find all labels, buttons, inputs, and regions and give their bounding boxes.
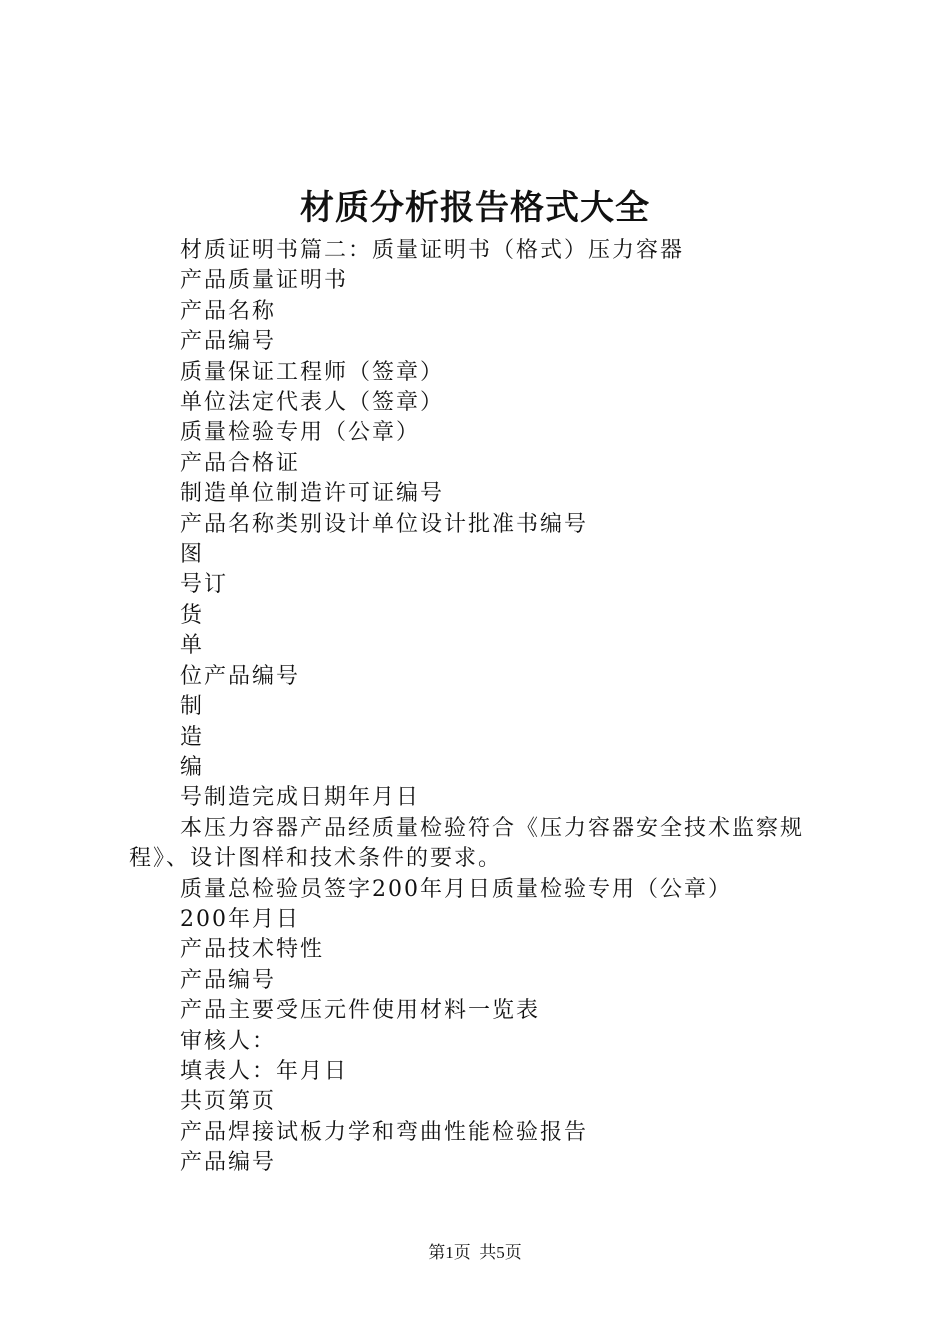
body-line: 填表人：年月日	[180, 1058, 349, 1084]
body-line: 图	[180, 542, 205, 568]
body-line: 产品技术特性	[180, 937, 325, 963]
page-footer	[0, 1241, 950, 1265]
body-line: 质量保证工程师（签章）	[180, 359, 445, 385]
body-line: 单位法定代表人（签章）	[180, 390, 445, 416]
body-line: 产品名称类别设计单位设计批准书编号	[180, 511, 589, 537]
body-line: 材质证明书篇二：质量证明书（格式）压力容器	[180, 238, 685, 263]
page-number: 第1页	[428, 1243, 471, 1262]
body-line: 产品焊接试板力学和弯曲性能检验报告	[180, 1119, 589, 1145]
body-line: 产品编号	[180, 967, 277, 993]
document-body	[129, 236, 839, 1179]
body-line: 制	[180, 694, 205, 720]
body-line: 产品编号	[180, 329, 277, 355]
body-line: 质量检验专用（公章）	[180, 420, 421, 446]
body-line: 共页第页	[180, 1089, 277, 1115]
body-line: 造	[180, 724, 205, 750]
body-paragraph: 本压力容器产品经质量检验符合《压力容器安全技术监察规程》、设计图样和技术条件的要求。	[129, 815, 805, 872]
body-line: 产品合格证	[180, 450, 301, 476]
body-line: 质量总检验员签字200年月日质量检验专用（公章）	[180, 876, 732, 902]
body-line: 号制造完成日期年月日	[180, 785, 421, 811]
body-line: 号订	[180, 572, 229, 598]
body-line: 审核人：	[180, 1028, 277, 1054]
body-line: 产品编号	[180, 1150, 277, 1176]
document-title: 材质分析报告格式大全	[300, 188, 650, 228]
body-line: 货	[180, 602, 205, 628]
body-line: 编	[180, 754, 205, 780]
body-line: 产品名称	[180, 298, 277, 324]
body-line: 单	[180, 633, 205, 659]
body-line: 制造单位制造许可证编号	[180, 481, 445, 507]
body-line: 产品主要受压元件使用材料一览表	[180, 998, 541, 1024]
body-line: 产品质量证明书	[180, 268, 349, 294]
page-total: 共5页	[479, 1243, 522, 1262]
body-line: 200年月日	[180, 906, 300, 932]
body-line: 位产品编号	[180, 663, 301, 689]
